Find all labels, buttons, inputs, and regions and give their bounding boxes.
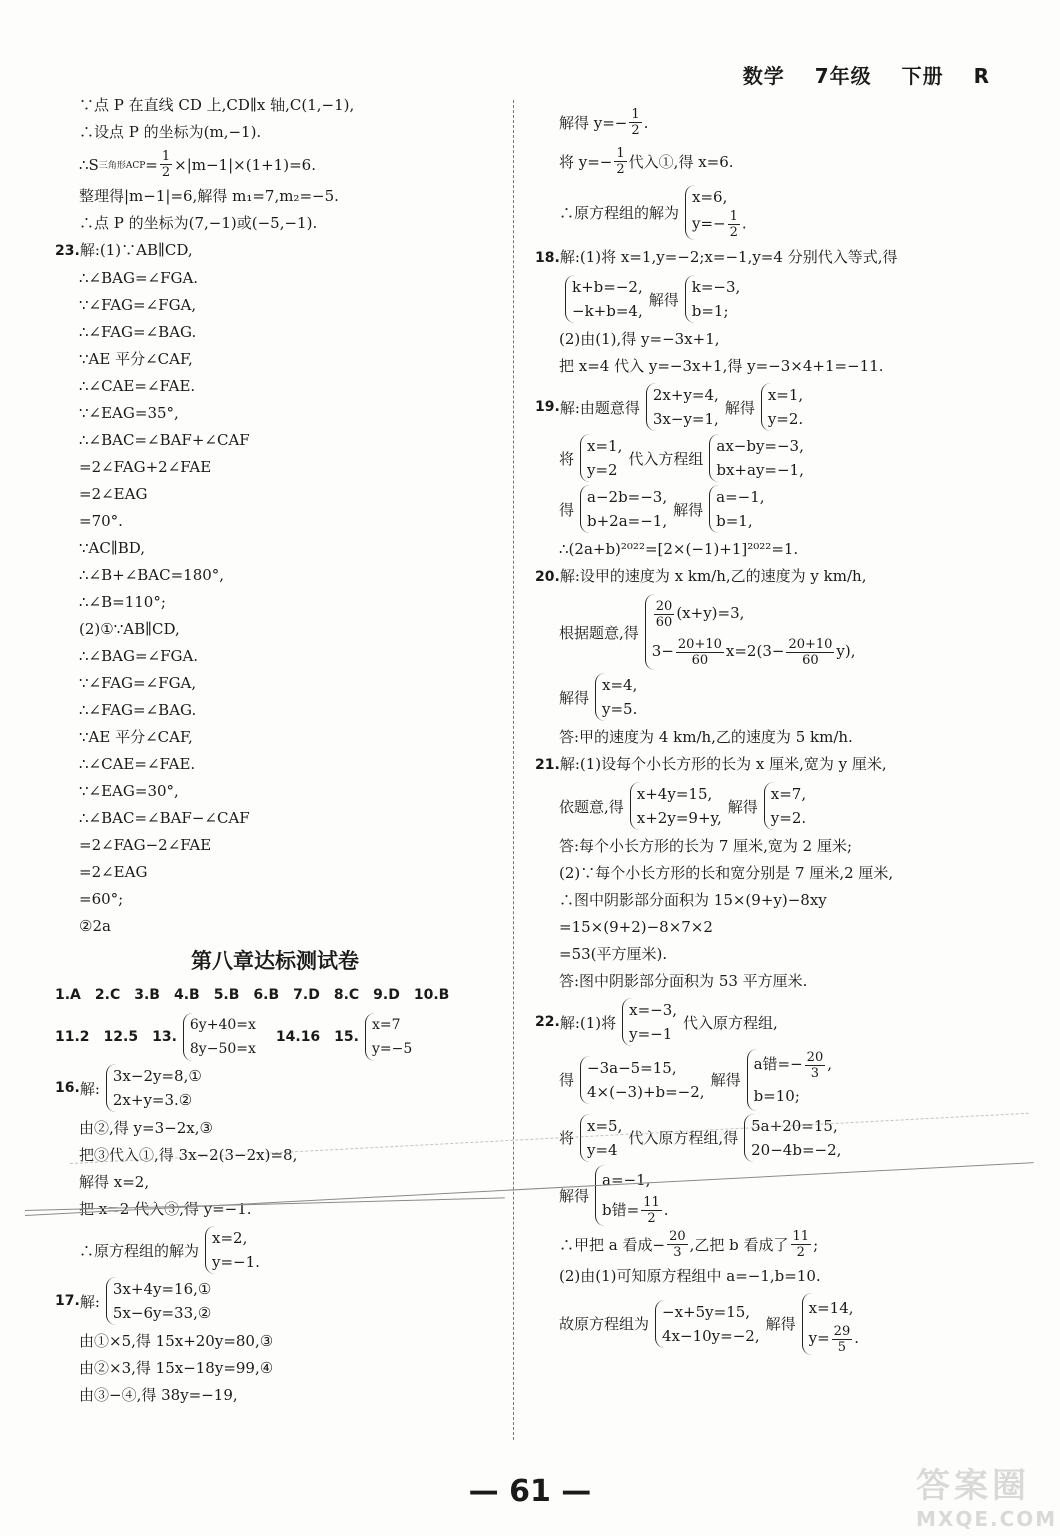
math-line: ∴甲把 a 看成− $\frac{20}{3}$ ,乙把 b 看成了 $\frac{11}{2}$ ; — [559, 1229, 819, 1260]
equation-row: 解得 a=−1, b错= $\frac{11}{2}$ . — [535, 1165, 1015, 1227]
solution-line: ∴原方程组的解为 x=6, y=− $\frac{1}{2}$ . — [535, 185, 1015, 240]
equation-system: x=1, y=2 — [580, 434, 622, 482]
text-line: (2)由(1),得 y=−3x+1, — [559, 330, 720, 348]
equation-row: 得 a−2b=−3, b+2a=−1, 解得 a=−1, b=1, — [535, 485, 1015, 533]
equation-row: 依题意,得 x+4y=15, x+2y=9+y, 解得 x=7, y=2. — [535, 782, 1015, 830]
text-line: ∴∠FAG=∠BAG. — [79, 701, 197, 719]
watermark-logo — [916, 1458, 1058, 1531]
text-line: =2∠EAG — [79, 485, 148, 503]
equation-row: 得 −3a−5=15, 4×(−3)+b=−2, 解得 a错=− $\frac{20}{3}$ , b=10; — [535, 1049, 1015, 1111]
answer-row-choices: 1.A 2.C 3.B 4.B 5.B 6.B 7.D 8.C 9.D 10.B — [55, 987, 450, 1003]
fraction: $\frac{11}{2}$ — [643, 1195, 660, 1226]
text-line: =15×(9+2)−8×7×2 — [559, 918, 713, 936]
text-line: ∴∠CAE=∠FAE. — [79, 377, 196, 395]
text-line: ∴∠BAG=∠FGA. — [79, 269, 199, 287]
question-23: 23.解:(1)∵AB∥CD, — [55, 241, 193, 259]
equation-system: a=−1, b=1, — [709, 485, 764, 533]
equation-system: x=−3, y=−1 — [622, 998, 677, 1046]
question-21: 21.解:(1)设每个小长方形的长为 x 厘米,宽为 y 厘米, — [535, 755, 887, 773]
text-line: ∴设点 P 的坐标为(m,−1). — [79, 123, 262, 141]
text-line: ∵∠EAG=35°, — [79, 404, 179, 422]
equation-system: x=14, y= $\frac{29}{5}$ . — [802, 1293, 859, 1355]
equation-system: x=1, y=2. — [761, 383, 803, 431]
question-20: 20.解:设甲的速度为 x km/h,乙的速度为 y km/h, — [535, 567, 867, 585]
equation-system: 5a+20=15, 20−4b=−2, — [744, 1114, 841, 1162]
column-divider — [513, 100, 514, 1440]
text-line: ∴∠CAE=∠FAE. — [79, 755, 196, 773]
fraction: $\frac{20}{3}$ — [669, 1229, 686, 1260]
header-edition: R — [973, 64, 990, 88]
text-line: ∵AE 平分∠CAF, — [79, 350, 193, 368]
header-volume: 下册 — [901, 64, 944, 88]
right-column — [535, 104, 1015, 1358]
text-line: 把③代入①,得 3x−2(3−2x)=8, — [79, 1146, 298, 1164]
math-line: 将 y=− $\frac{1}{2}$ 代入①,得 x=6. — [559, 146, 734, 177]
text-line: 整理得|m−1|=6,解得 m₁=7,m₂=−5. — [79, 187, 339, 205]
equation-row: 故原方程组为 −x+5y=15, 4x−10y=−2, 解得 x=14, y= $\frac{29}{5}$ . — [535, 1293, 1015, 1355]
equation-system: x=6, y=− $\frac{1}{2}$ . — [685, 185, 747, 240]
math-line: 解得 y=− $\frac{1}{2}$ . — [559, 107, 649, 138]
text-line: 把 x=2 代入③,得 y=−1. — [79, 1200, 252, 1218]
text-line: ∴∠BAC=∠BAF−∠CAF — [79, 809, 250, 827]
text-line: 由②×3,得 15x−18y=99,④ — [79, 1359, 274, 1377]
question-16: 16. 解: 3x−2y=8,① 2x+y=3.② — [55, 1064, 495, 1112]
text-line: 由②,得 y=3−2x,③ — [79, 1119, 213, 1137]
text-line: =53(平方厘米). — [559, 945, 668, 963]
fraction: $\frac{1}{2}$ — [729, 209, 738, 240]
text-line: ∵∠FAG=∠FGA, — [79, 674, 197, 692]
text-line: ∴∠B+∠BAC=180°, — [79, 566, 225, 584]
text-line: ∴点 P 的坐标为(7,−1)或(−5,−1). — [79, 214, 318, 232]
text-line: =2∠FAG−2∠FAE — [79, 836, 212, 854]
equation-system: ax−by=−3, bx+ay=−1, — [709, 434, 804, 482]
chapter-title: 第八章达标测试卷 — [191, 949, 359, 973]
fraction: $\frac{1}{2}$ — [161, 149, 171, 180]
text-line: =2∠FAG+2∠FAE — [79, 458, 212, 476]
equation-system: $\frac{20}{60}$ (x+y)=3, 3− $\frac{20+10}{60}$ x=2(3− $\frac{20+10}{60}$ y), — [645, 594, 856, 670]
equation-system: x=4, y=5. — [595, 673, 637, 721]
text-line: =60°; — [79, 890, 124, 908]
text-line: (2)①∵AB∥CD, — [79, 620, 180, 638]
text-line: ∴∠B=110°; — [79, 593, 166, 611]
equation-row: 解得 x=4, y=5. — [535, 673, 1015, 721]
text-line: 由①×5,得 15x+20y=80,③ — [79, 1332, 274, 1350]
text-line: ∵点 P 在直线 CD 上,CD∥x 轴,C(1,−1), — [79, 96, 355, 114]
text-line: 把 x=4 代入 y=−3x+1,得 y=−3×4+1=−11. — [559, 357, 884, 375]
text-line: 答:图中阴影部分面积为 53 平方厘米. — [559, 972, 808, 990]
text-line: (2)∵每个小长方形的长和宽分别是 7 厘米,2 厘米, — [559, 864, 894, 882]
equation-system: a错=− $\frac{20}{3}$ , b=10; — [747, 1049, 832, 1111]
question-17: 17. 解: 3x+4y=16,① 5x−6y=33,② — [55, 1277, 495, 1325]
question-22: 22. 解:(1)将 x=−3, y=−1 代入原方程组, — [535, 998, 1015, 1046]
text-line: ∵∠EAG=30°, — [79, 782, 179, 800]
text-line: (2)由(1)可知原方程组中 a=−1,b=10. — [559, 1267, 821, 1285]
equation-system: 2x+y=4, 3x−y=1, — [646, 383, 719, 431]
page-header — [721, 60, 990, 89]
fraction: $\frac{1}{2}$ — [631, 107, 640, 138]
text-line: 由③−④,得 38y=−19, — [79, 1386, 238, 1404]
text-line: 答:甲的速度为 4 km/h,乙的速度为 5 km/h. — [559, 728, 853, 746]
text-line: ∵AC∥BD, — [79, 539, 146, 557]
text-line: ∴∠BAG=∠FGA. — [79, 647, 199, 665]
header-subject: 数学 — [742, 64, 785, 88]
equation-row: 将 x=1, y=2 代入方程组 ax−by=−3, bx+ay=−1, — [535, 434, 1015, 482]
text-line: ∴图中阴影部分面积为 15×(9+y)−8xy — [559, 891, 827, 909]
fraction: $\frac{11}{2}$ — [792, 1229, 810, 1260]
equation-system: 6y+40=x 8y−50=x — [183, 1013, 256, 1061]
equation-system: x=2, y=−1. — [205, 1226, 260, 1274]
text-line: ∵AE 平分∠CAF, — [79, 728, 193, 746]
header-grade: 7年级 — [814, 64, 872, 88]
equation-system: x=5, y=4 — [580, 1114, 622, 1162]
question-18: 18.解:(1)将 x=1,y=−2;x=−1,y=4 分别代入等式,得 — [535, 248, 898, 266]
text-line: ②2a — [79, 917, 111, 935]
area-equation: ∴S 三角形ACP = $\frac{1}{2}$ ×|m−1|×(1+1)=6. — [79, 149, 316, 180]
left-column — [55, 92, 495, 1409]
equation-row: 将 x=5, y=4 代入原方程组,得 5a+20=15, 20−4b=−2, — [535, 1114, 1015, 1162]
text-line: ∵∠FAG=∠FGA, — [79, 296, 197, 314]
page-number: — 61 — — [468, 1474, 592, 1509]
text-line: =2∠EAG — [79, 863, 148, 881]
text-line: 解得 x=2, — [79, 1173, 150, 1191]
fraction: $\frac{20+10}{60}$ — [788, 636, 833, 668]
answer-row-fill: 11.2 12.5 13. 6y+40=x 8y−50=x 14.16 15. x=7 y=−5 — [55, 1013, 495, 1061]
fraction: $\frac{20}{3}$ — [806, 1049, 824, 1081]
equation-system: 3x+4y=16,① 5x−6y=33,② — [106, 1277, 211, 1325]
solution-line: ∴原方程组的解为 x=2, y=−1. — [55, 1226, 495, 1274]
equation-system: x=7, y=2. — [764, 782, 806, 830]
equation-system: −3a−5=15, 4×(−3)+b=−2, — [580, 1056, 705, 1104]
text-line: =70°. — [79, 512, 123, 530]
equation-system: −x+5y=15, 4x−10y=−2, — [655, 1300, 760, 1348]
watermark-top: 答案圈 — [916, 1466, 1030, 1506]
text-line: ∴∠BAC=∠BAF+∠CAF — [79, 431, 250, 449]
equation-system: k+b=−2, −k+b=4, — [565, 275, 643, 323]
equation-row: k+b=−2, −k+b=4, 解得 k=−3, b=1; — [535, 275, 1015, 323]
equation-system: a−2b=−3, b+2a=−1, — [580, 485, 667, 533]
equation-row: 根据题意,得 $\frac{20}{60}$ (x+y)=3, 3− $\frac{20+10}{60}$ x=2(3− $\frac{20+10}{60}$ y), — [535, 594, 1015, 670]
fraction: $\frac{1}{2}$ — [616, 146, 625, 177]
equation-system: x+4y=15, x+2y=9+y, — [630, 782, 722, 830]
text-line: ∴(2a+b)²⁰²²=[2×(−1)+1]²⁰²²=1. — [559, 540, 799, 558]
equation-system: x=7 y=−5 — [365, 1013, 412, 1061]
fraction: $\frac{29}{5}$ — [833, 1323, 851, 1355]
question-19: 19. 解:由题意得 2x+y=4, 3x−y=1, 解得 x=1, y=2. — [535, 383, 1015, 431]
equation-system: k=−3, b=1; — [685, 275, 741, 323]
equation-system: 3x−2y=8,① 2x+y=3.② — [106, 1064, 202, 1112]
fraction: $\frac{20}{60}$ — [655, 598, 673, 630]
text-line: 答:每个小长方形的长为 7 厘米,宽为 2 厘米; — [559, 837, 853, 855]
equation-system: a=−1, b错= $\frac{11}{2}$ . — [595, 1165, 669, 1227]
text-line: ∴∠FAG=∠BAG. — [79, 323, 197, 341]
fraction: $\frac{20+10}{60}$ — [677, 636, 722, 668]
watermark-bottom: MXQE.COM — [916, 1507, 1058, 1531]
